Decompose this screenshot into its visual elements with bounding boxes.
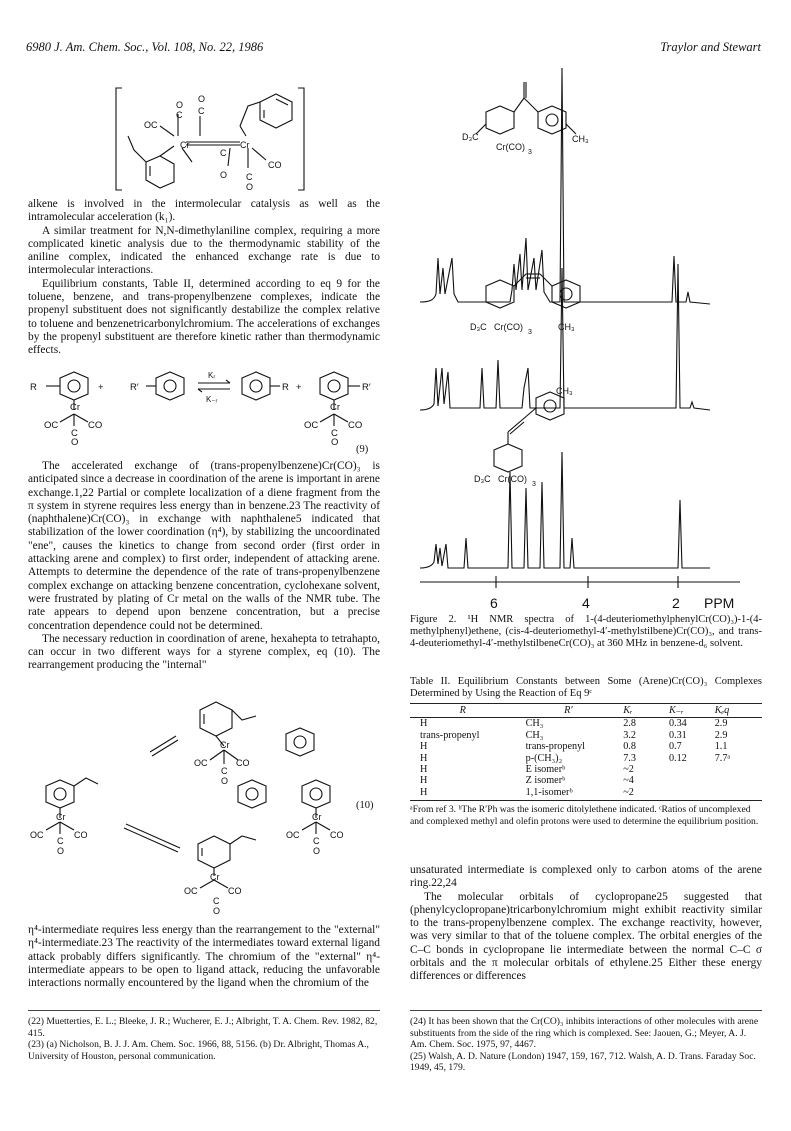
left-footnotes <box>28 1016 380 1062</box>
o-label: O <box>313 846 321 856</box>
paragraph: Equilibrium constants, Table II, determined according to eq 9 for the toluene, benzene, and trans-propenylbenzene complexes, indicate the propenyl substituent does not significantly destabilize the complex relative to toluene and benzenetricarbonylchromium. The accelerations of exchanges by the propenyl substituent are therefore kinetic rather than thermodynamic effects. <box>28 277 380 357</box>
figure-2-nmr-spectra <box>410 68 760 616</box>
co-label: CO <box>88 420 103 431</box>
table-2 <box>410 676 762 827</box>
equation-9-number: (9) <box>356 444 369 455</box>
paragraph: unsaturated intermediate is complexed only to carbon atoms of the arene ring.22,24 <box>410 864 762 890</box>
cr-label: Cr <box>312 812 322 822</box>
oc-label: OC <box>304 420 319 431</box>
dc-label: D₃C <box>474 474 491 484</box>
equation-10-scheme <box>30 700 380 896</box>
table-cell <box>713 775 762 786</box>
c-label: C <box>246 172 253 182</box>
table-cell: 1.1 <box>714 741 728 753</box>
r-label: R <box>282 382 289 393</box>
co-label: CO <box>236 758 250 768</box>
c-label: C <box>213 896 220 906</box>
col-header: R <box>410 704 516 718</box>
cr-co-label: Cr(CO) <box>494 322 523 332</box>
col-header: K₋ᵣ <box>667 704 713 718</box>
k-reverse-label: K₋ᵣ <box>206 395 218 404</box>
table-cell: trans-propenyl <box>420 729 480 741</box>
cr-co-label: Cr(CO) <box>498 474 527 484</box>
ch3-label: CH₃ <box>572 134 589 144</box>
paragraph: alkene is involved in the intermolecular catalysis as well as the intramolecular acceleration (k₁). <box>28 198 380 224</box>
footnote: (22) Muetterties, E. L.; Bleeke, J. R.; Wucherer, E. J.; Albright, T. A. Chem. Rev. 1982, 82, 415. <box>28 1016 378 1039</box>
table-row <box>410 787 762 801</box>
plus-sign: + <box>296 382 302 393</box>
equilibrium-table <box>410 703 762 801</box>
table-cell: H <box>410 787 516 801</box>
table-cell: 0.7 <box>668 741 682 753</box>
table-cell <box>713 764 762 775</box>
table-row <box>410 764 762 775</box>
table-cell: H <box>420 718 428 730</box>
table-cell: 7.7ᵃ <box>714 752 731 764</box>
o-label: O <box>71 437 79 446</box>
c-label: C <box>176 110 183 120</box>
table-cell <box>667 775 713 786</box>
oc-label: OC <box>144 120 158 130</box>
paragraph: The molecular orbitals of cyclopropane25 suggested that (phenylcyclopropane)tricarbonylchromium might exhibit reactivity similar to the trans-propenylbenzene complex. The exchange reactivity, however, was very similar to that of the toluene complex. The orbital energies of the C–C bonds in cyclopropane lie intermediate between the normal C–C σ orbitals and the π molecular orbitals of ethylene.25 Either these energy differences or differences <box>410 890 762 983</box>
cr-label: Cr <box>180 140 190 150</box>
running-header-left: 6980 J. Am. Chem. Soc., Vol. 108, No. 22, 1986 <box>26 40 264 54</box>
left-column-bottom <box>28 924 380 990</box>
table-cell <box>713 787 762 801</box>
table-cell: E isomerᵇ <box>525 764 566 776</box>
table-cell <box>667 764 713 775</box>
c-label: C <box>221 766 228 776</box>
col-header: Kᵣ <box>621 704 667 718</box>
left-column-top <box>28 198 380 358</box>
ch3-label: CH₃ <box>558 322 575 332</box>
c-label: C <box>331 428 338 439</box>
table-cell: CH₃ <box>525 729 544 741</box>
oc-label: OC <box>194 758 208 768</box>
footnote: (24) It has been shown that the Cr(CO)₃ inhibits interactions of other molecules with arene substituents from the side of the ring which is complexed. See: Jaouen, G.; Meyer, A. J. Am. Chem. Soc. 1975, 97, 4467. <box>410 1016 759 1051</box>
table-cell: Z isomerᵇ <box>525 775 566 787</box>
table-cell: 7.3 <box>623 752 636 764</box>
plus-sign: + <box>98 382 104 393</box>
table-header-row <box>410 704 762 718</box>
o-label: O <box>220 170 228 180</box>
table-cell: 0.12 <box>668 752 687 764</box>
o-label: O <box>246 182 254 192</box>
paragraph: A similar treatment for N,N-dimethylaniline complex, requiring a more complicated kinetic analysis due to the thermodynamic stability of the aniline complex, indicated the enhanced exchange rate is due to intermolecular interactions. <box>28 224 380 277</box>
table-cell: ~2 <box>621 787 667 801</box>
o-label: O <box>176 100 184 110</box>
table-title: Table II. Equilibrium Constants between Some (Arene)Cr(CO)₃ Complexes Determined by Using the Reaction of Eq 9ᶜ <box>410 676 762 700</box>
ppm-tick-6: 6 <box>490 595 498 611</box>
left-column-middle <box>28 460 380 673</box>
equation-9-scheme <box>26 364 382 446</box>
table-cell: 2.9 <box>714 729 728 741</box>
col-header: R′ <box>516 704 622 718</box>
o-label: O <box>57 846 65 856</box>
table-cell: 2.9 <box>714 718 728 730</box>
co-label: CO <box>74 830 88 840</box>
oc-label: OC <box>184 886 198 896</box>
cr-co-subscript: 3 <box>528 149 532 156</box>
cr-co-label: Cr(CO) <box>496 142 525 152</box>
c-label: C <box>198 106 205 116</box>
ppm-axis-label: PPM <box>704 595 735 611</box>
table-cell: ~4 <box>623 775 634 787</box>
col-header: Kₑq <box>713 704 762 718</box>
running-header-right: Traylor and Stewart <box>660 40 761 54</box>
chromium-dimer-structure <box>90 86 330 194</box>
table-cell: 0.8 <box>623 741 636 753</box>
table-cell: 2.8 <box>623 718 636 730</box>
table-notes: ᵃFrom ref 3. ᵇThe R′Ph was the isomeric ditolylethene indicated. ᶜRatios of uncomplexed and complexed methyl and olefin protons were used to determine the equilibrium position. <box>410 804 759 827</box>
k-forward-label: Kᵣ <box>208 371 216 380</box>
table-cell: p-(CH₃)₂ <box>525 752 563 764</box>
footnote-divider <box>410 1010 762 1011</box>
o-label: O <box>198 94 206 104</box>
cr-label: Cr <box>210 872 220 882</box>
footnote: (25) Walsh, A. D. Nature (London) 1947, 159, 167, 712. Walsh, A. D. Trans. Faraday Soc. 1949, 45, 179. <box>410 1050 756 1074</box>
table-cell: 0.31 <box>668 729 687 741</box>
ppm-tick-2: 2 <box>672 595 680 611</box>
co-label: CO <box>268 160 282 170</box>
dc-label: D₃C <box>470 322 487 332</box>
oc-label: OC <box>30 830 44 840</box>
footnote-divider <box>28 1010 380 1011</box>
r-prime-label: R′ <box>130 382 139 393</box>
co-label: CO <box>228 886 242 896</box>
cr-label: Cr <box>56 812 66 822</box>
bottom-carbonyl <box>213 896 220 916</box>
table-cell: 0.34 <box>668 718 687 730</box>
table-row <box>410 718 762 730</box>
oc-label: OC <box>286 830 300 840</box>
ppm-tick-4: 4 <box>582 595 590 611</box>
table-cell: trans-propenyl <box>525 741 586 753</box>
c-label: C <box>71 428 78 439</box>
oc-label: OC <box>44 420 59 431</box>
table-cell <box>667 787 713 801</box>
footnote: (23) (a) Nicholson, B. J. J. Am. Chem. Soc. 1966, 88, 5156. (b) Dr. Albright, Thomas A., University of Houston, personal communication. <box>28 1039 369 1062</box>
table-cell: ~2 <box>623 764 634 776</box>
cr-label: Cr <box>330 402 341 413</box>
table-cell: 3.2 <box>623 729 636 741</box>
table-cell: H <box>420 752 428 764</box>
c-label: C <box>313 836 320 846</box>
c-label: C <box>57 836 64 846</box>
cr-label: Cr <box>70 402 81 413</box>
co-label: CO <box>348 420 363 431</box>
paragraph: The necessary reduction in coordination of arene, hexahepta to tetrahapto, can occur in two different ways for a styrene complex, eq (10). The rearrangement producing the "internal" <box>28 632 380 672</box>
table-row <box>410 753 762 764</box>
figure-2-caption: Figure 2. ¹H NMR spectra of 1-(4-deuteriomethylphenylCr(CO)₃)-1-(4-methylphenyl)ethene, (cis-4-deuteriomethyl-4′-methylstilbene)Cr(CO)₃, and trans-4-deuteriomethyl-4′-methylstilbeneCr(CO)₃ at 360 MHz in benzene-d₆ solvent. <box>410 614 762 650</box>
cr-co-subscript: 3 <box>528 329 532 336</box>
ch3-label: CH₃ <box>556 386 573 396</box>
cr-label: Cr <box>220 740 230 750</box>
table-row <box>410 730 762 741</box>
r-label: R <box>30 382 37 393</box>
paragraph: η⁴-intermediate requires less energy than the rearrangement to the "external" η⁴-intermediate.23 The reactivity of the intermediates toward external ligand attack probably differs significantly. The chromium of the "external" η⁴-intermediate appears to be open to ligand attack, reducing the unfavorable interactions normally encountered by the ligand when the chromium of the <box>28 924 380 990</box>
cr-co-subscript: 3 <box>532 481 536 488</box>
r-prime-label: R′ <box>362 382 371 393</box>
right-column-text <box>410 864 762 984</box>
co-label: CO <box>330 830 344 840</box>
equation-10-number: (10) <box>356 800 374 811</box>
table-cell: 1,1-isomerᵇ <box>516 787 622 801</box>
o-label: O <box>331 437 339 446</box>
c-label: C <box>220 148 227 158</box>
table-row <box>410 741 762 752</box>
table-cell: H <box>420 775 428 787</box>
dc-label: D₃C <box>462 132 479 142</box>
table-cell: H <box>420 741 428 753</box>
table-row <box>410 775 762 786</box>
table-cell: H <box>420 764 428 776</box>
right-footnotes <box>410 1016 762 1074</box>
table-cell: CH₃ <box>525 718 544 730</box>
o-label: O <box>213 906 221 916</box>
paragraph: The accelerated exchange of (trans-propenylbenzene)Cr(CO)₃ is anticipated since a decrease in coordination of the arene is important in arene exchange.1,22 Partial or complete localization of a diene fragment from the π system in styrene requires less energy than in benzene.23 The reactivity of (naphthalene)Cr(CO)₃ in exchange with naphthalene5 indicated that stabilization of the lower coordination (η⁴), by stabilizing the uncoordinated "ene", causes the kinetics to change from second order (first order in attacking arene and complex) to first order, independent of attacking arene. Attempts to determine the dependence of the rate of trans-propenylbenzene complex exchange on attacking benzene concentration, cyclohexane solvent, were frustrated by plating of Cr metal on the walls of the NMR tube. The rate appears to depend upon benzene concentration, but a precise concentration dependence could not be determined. <box>28 460 380 632</box>
cr-label: Cr <box>240 140 250 150</box>
o-label: O <box>221 776 229 786</box>
